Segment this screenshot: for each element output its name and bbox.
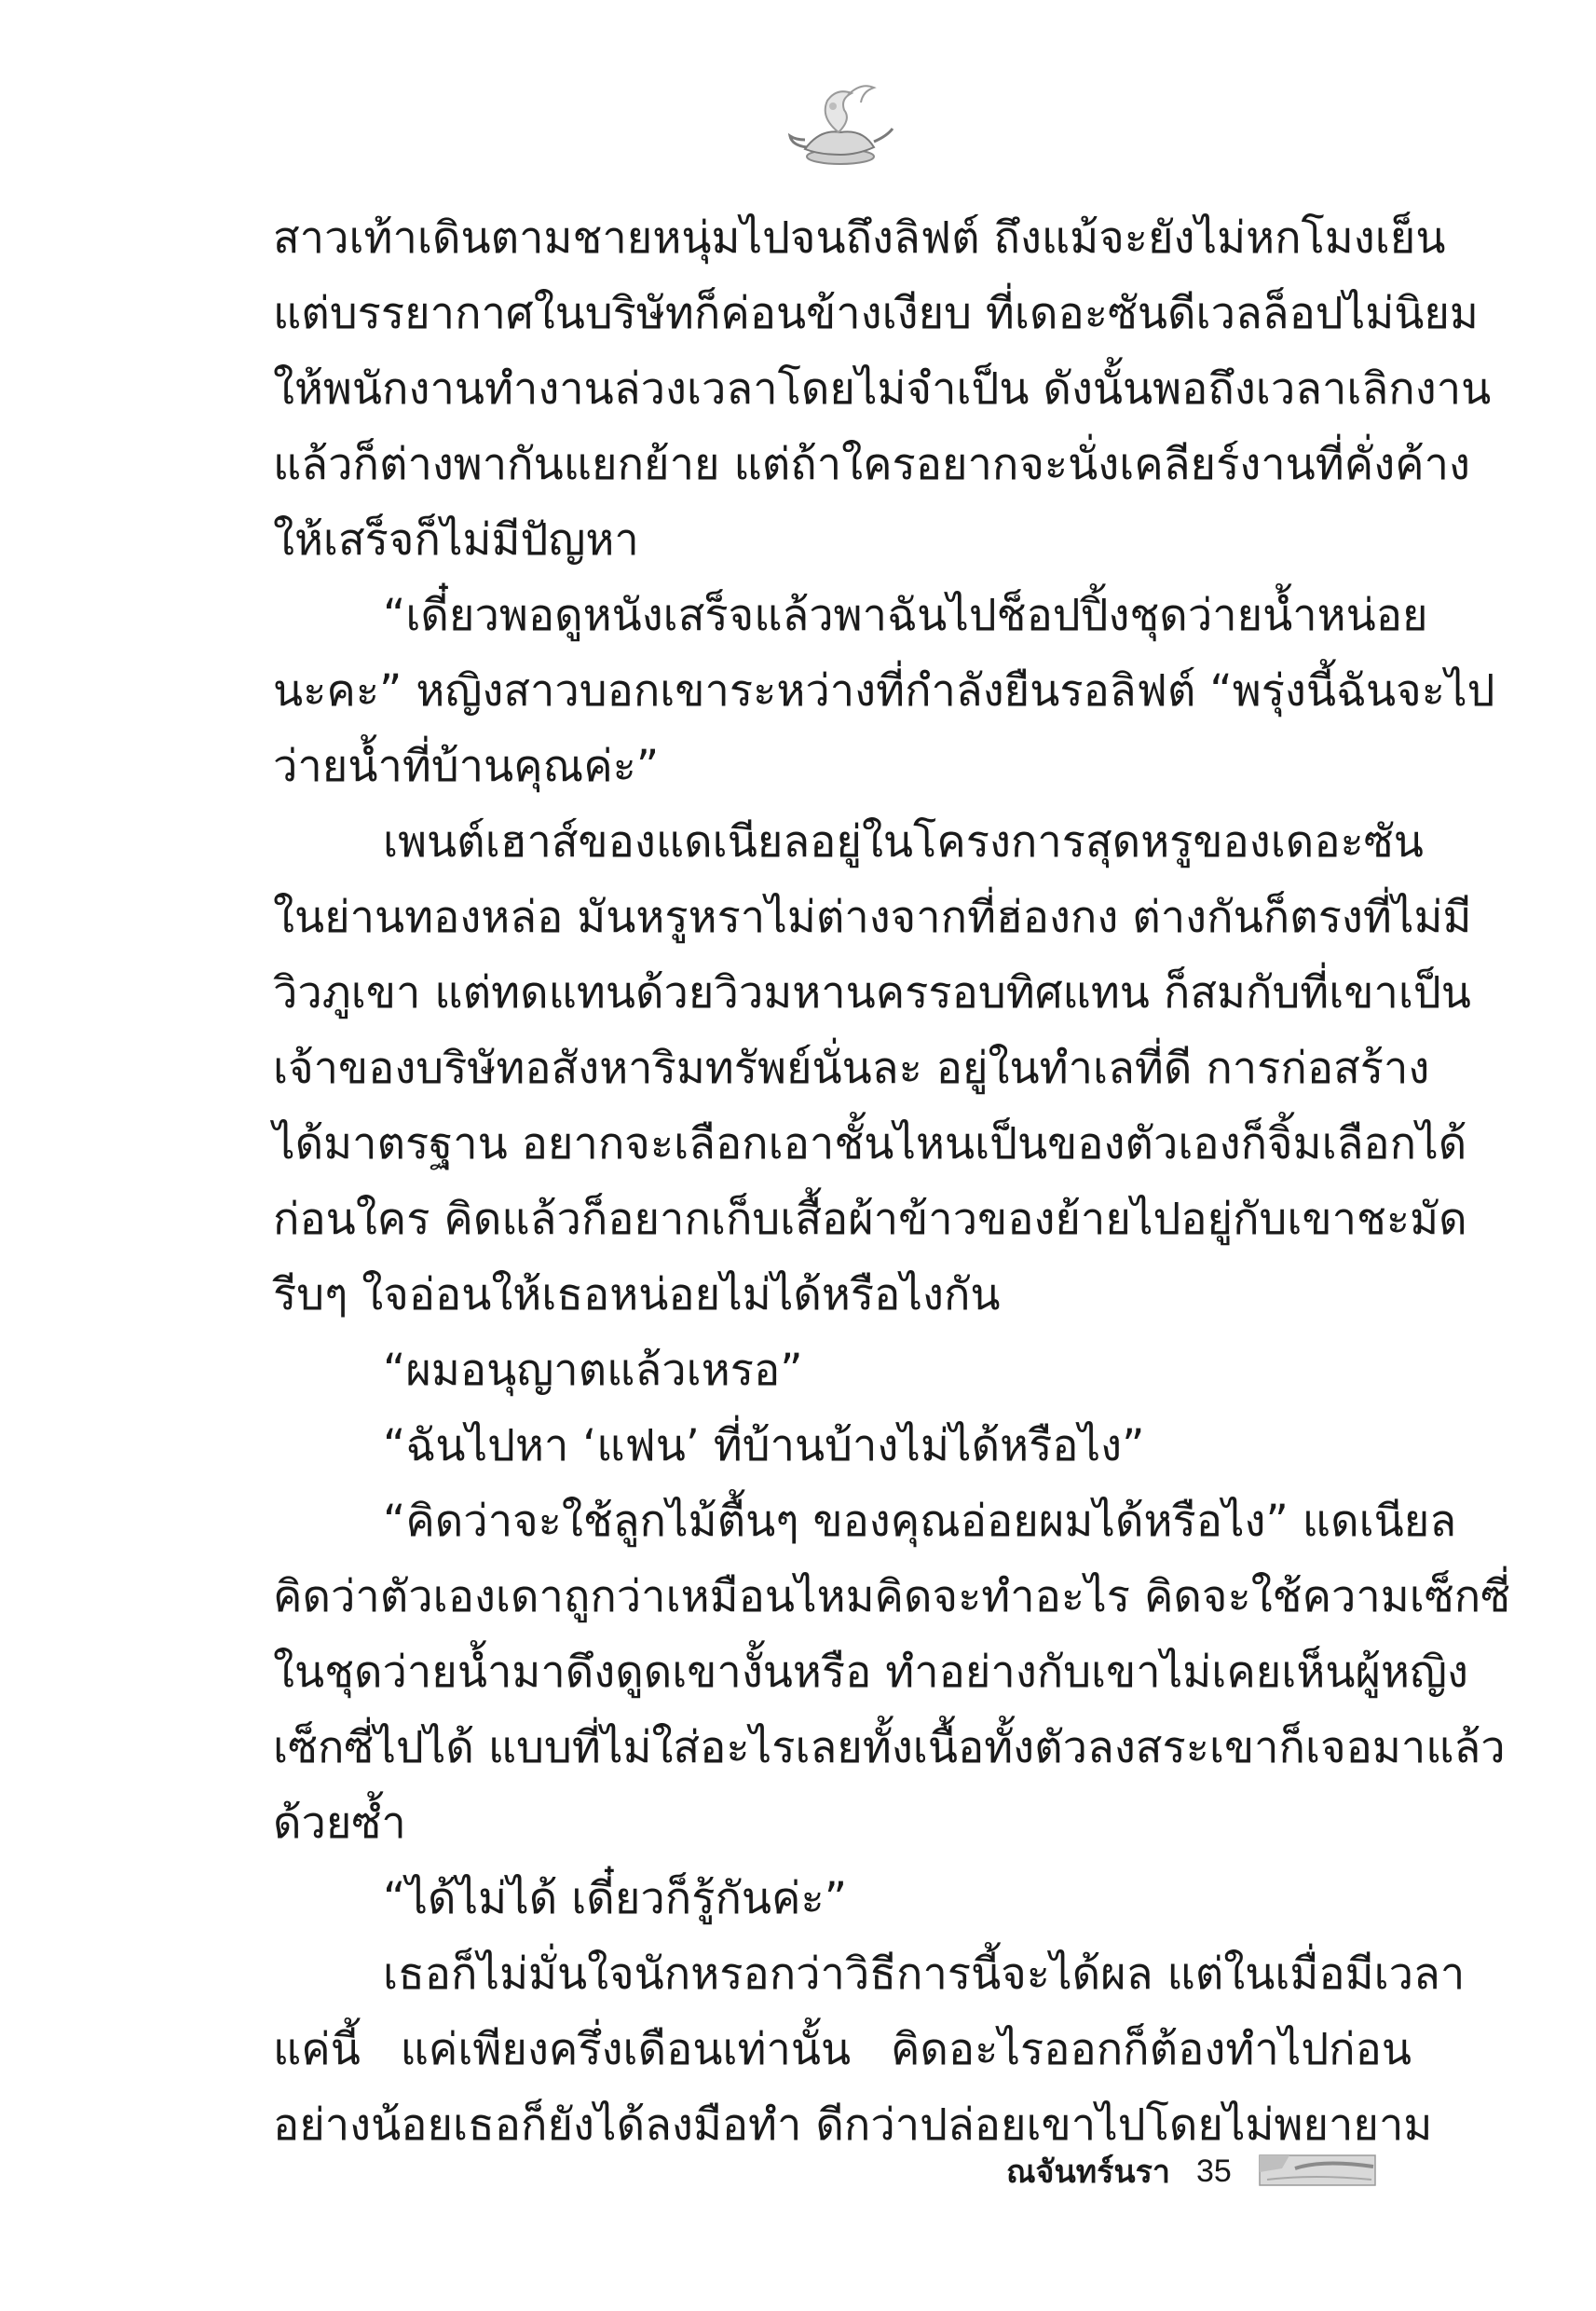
text-line: เธอก็ไม่มั่นใจนักหรอกว่าวิธีการนี้จะได้ผล แต่ในเมื่อมีเวลา <box>383 1949 1466 2000</box>
text-line: “เดี๋ยวพอดูหนังเสร็จแล้วพาฉันไปช็อปปิ้งชุดว่ายน้ำหน่อย <box>383 590 1428 641</box>
page-corner-graphic-icon <box>1258 2148 1379 2195</box>
text-line: “คิดว่าจะใช้ลูกไม้ตื้นๆ ของคุณอ่อยผมได้หรือไง” แดเนียล <box>383 1496 1457 1547</box>
page-number: 35 <box>1195 2153 1232 2189</box>
page-footer <box>1006 2143 1379 2199</box>
text-line: “ผมอนุญาตแล้วเหรอ” <box>383 1345 803 1396</box>
text-line: ก่อนใคร คิดแล้วก็อยากเก็บเสื้อผ้าข้าวของย้ายไปอยู่กับเขาชะมัด <box>273 1194 1467 1245</box>
text-line: เซ็กซี่ไปได้ แบบที่ไม่ใส่อะไรเลยทั้งเนื้อทั้งตัวลงสระเขาก็เจอมาแล้ว <box>273 1722 1506 1773</box>
text-line: ในย่านทองหล่อ มันหรูหราไม่ต่างจากที่ฮ่องกง ต่างกันก็ตรงที่ไม่มี <box>273 892 1472 943</box>
text-line: “ได้ไม่ได้ เดี๋ยวก็รู้กันค่ะ” <box>383 1873 848 1924</box>
body-text <box>273 200 1511 2163</box>
text-line: แต่บรรยากาศในบริษัทก็ค่อนข้างเงียบ ที่เดอะซันดีเวลล็อปไม่นิยม <box>273 288 1479 339</box>
text-line: นะคะ” หญิงสาวบอกเขาระหว่างที่กำลังยืนรอลิฟต์ “พรุ่งนี้ฉันจะไป <box>273 665 1495 717</box>
text-line: ได้มาตรฐาน อยากจะเลือกเอาชั้นไหนเป็นของตัวเองก็จิ้มเลือกได้ <box>273 1118 1467 1169</box>
author-name: ณจันทร์นรา <box>1006 2154 1170 2191</box>
text-line: แค่นี้ แค่เพียงครึ่งเดือนเท่านั้น คิดอะไรออกก็ต้องทำไปก่อน <box>273 2024 1412 2075</box>
text-line: เจ้าของบริษัทอสังหาริมทรัพย์นั่นละ อยู่ในทำเลที่ดี การก่อสร้าง <box>273 1043 1430 1094</box>
text-line: วิวภูเขา แต่ทดแทนด้วยวิวมหานครรอบทิศแทน ก็สมกับที่เขาเป็น <box>273 967 1471 1019</box>
text-line: สาวเท้าเดินตามชายหนุ่มไปจนถึงลิฟต์ ถึงแม้จะยังไม่หกโมงเย็น <box>273 212 1446 264</box>
text-line: แล้วก็ต่างพากันแยกย้าย แต่ถ้าใครอยากจะนั่งเคลียร์งานที่คั่งค้าง <box>273 439 1470 490</box>
text-line: ให้พนักงานทำงานล่วงเวลาโดยไม่จำเป็น ดังนั้นพอถึงเวลาเลิกงาน <box>273 363 1492 415</box>
text-line: เพนต์เฮาส์ของแดเนียลอยู่ในโครงการสุดหรูของเดอะซัน <box>383 816 1424 868</box>
text-line: ด้วยซ้ำ <box>273 1798 406 1849</box>
text-line: “ฉันไปหา ‘แฟน’ ที่บ้านบ้างไม่ได้หรือไง” <box>383 1420 1145 1471</box>
magic-lamp-icon <box>783 75 894 177</box>
text-line: รีบๆ ใจอ่อนให้เธอหน่อยไม่ได้หรือไงกัน <box>273 1269 1001 1320</box>
text-line: คิดว่าตัวเองเดาถูกว่าเหมือนไหมคิดจะทำอะไร คิดจะใช้ความเซ็กซี่ <box>273 1571 1511 1622</box>
text-line: ว่ายน้ำที่บ้านคุณค่ะ” <box>273 741 660 792</box>
text-line: อย่างน้อยเธอก็ยังได้ลงมือทำ ดีกว่าปล่อยเขาไปโดยไม่พยายาม <box>273 2099 1433 2151</box>
text-line: ให้เสร็จก็ไม่มีปัญหา <box>273 514 639 566</box>
text-line: ในชุดว่ายน้ำมาดึงดูดเขางั้นหรือ ทำอย่างกับเขาไม่เคยเห็นผู้หญิง <box>273 1647 1468 1698</box>
